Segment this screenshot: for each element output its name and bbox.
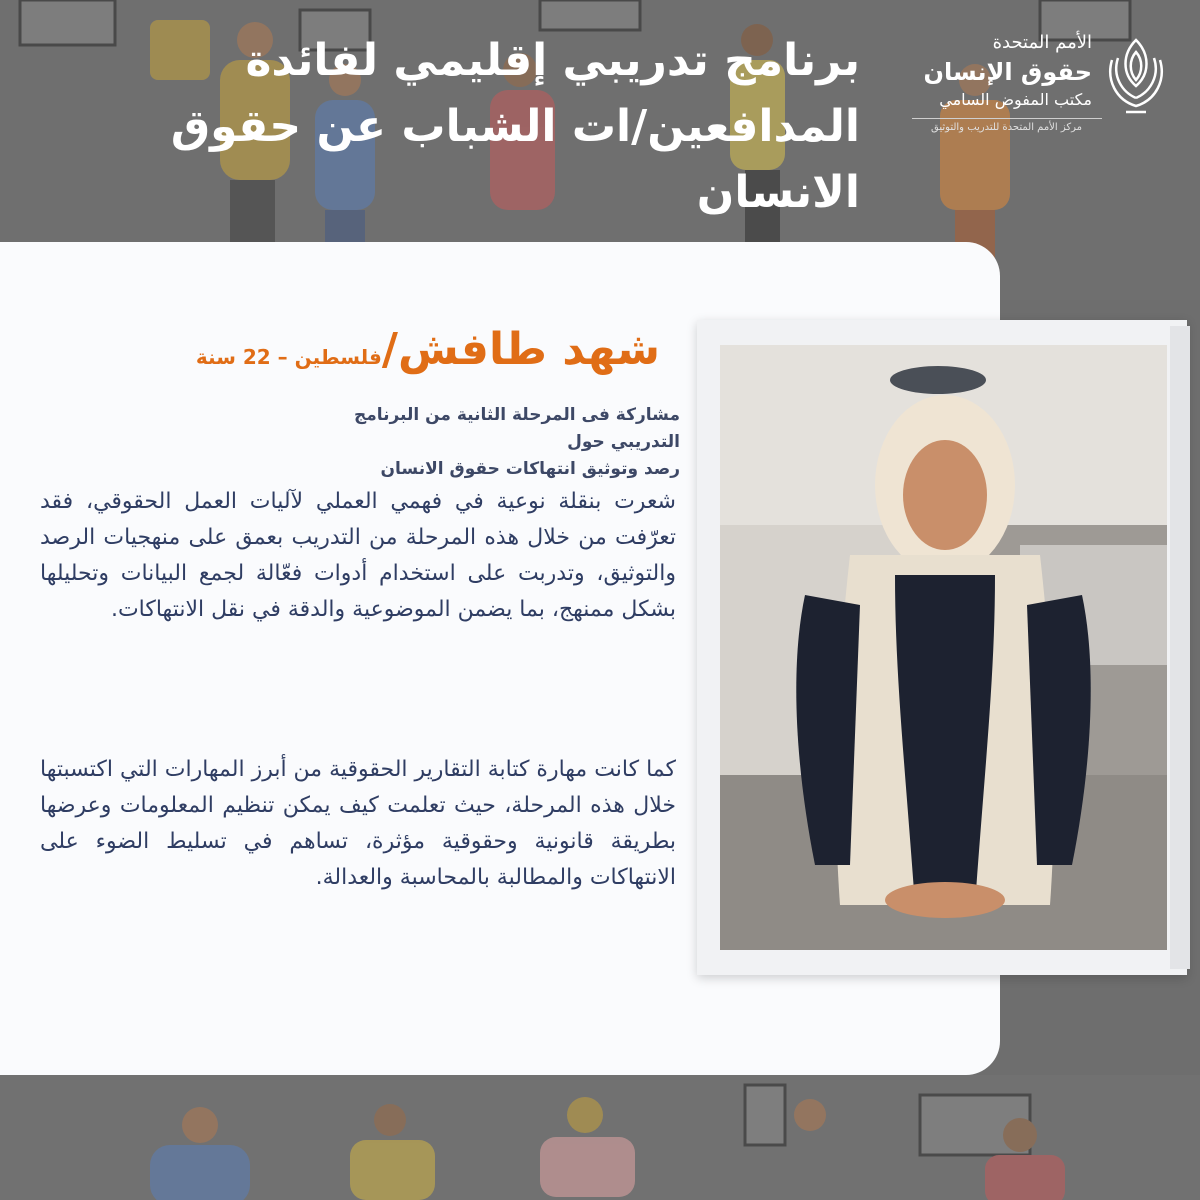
crowd-illustration-bottom <box>0 1075 1200 1200</box>
participant-photo <box>720 345 1167 950</box>
logo-text-centre: مركز الأمم المتحدة للتدريب والتوثيق <box>931 122 1082 133</box>
logo-text-office: مكتب المفوض السامي <box>939 90 1092 109</box>
logo-text-un: الأمم المتحدة <box>992 32 1092 53</box>
participant-name: شهد طافش <box>397 324 660 375</box>
heading-separator: / <box>381 324 398 375</box>
participant-country-age: فلسطين – 22 سنة <box>195 345 382 369</box>
page-title-line2: المدافعين/ات الشباب عن حقوق <box>170 101 860 152</box>
background-illustration-bottom <box>0 1075 1200 1200</box>
logo-text-human-rights: حقوق الإنسان <box>923 58 1092 86</box>
participant-subtitle <box>290 402 680 483</box>
logo-divider <box>912 118 1102 119</box>
un-human-rights-emblem-icon <box>1100 30 1172 126</box>
page-title <box>60 28 860 226</box>
participant-portrait-image <box>720 345 1167 950</box>
un-human-rights-logo <box>902 30 1172 140</box>
participant-heading <box>30 318 660 382</box>
page-title-line3: الانسان <box>696 167 860 218</box>
subtitle-line1: مشاركة فى المرحلة الثانية من البرنامج التدريبي حول <box>353 405 680 452</box>
page-title-line1: برنامج تدريبي إقليمي لفائدة <box>245 35 860 86</box>
testimonial-paragraph-1: شعرت بنقلة نوعية في فهمي العملي لآليات العمل الحقوقي، فقد تعرّفت من خلال هذه المرحلة من التدريب بعمق على منهجيات الرصد والتوثيق، وتدربت على استخدام أدوات فعّالة لجمع البيانات وتحليلها بشكل ممنهج، بما يضمن الموضوعية والدقة في نقل الانتهاكات. <box>40 489 676 622</box>
photo-frame-edge <box>1170 326 1190 969</box>
testimonial-paragraph-2: كما كانت مهارة كتابة التقارير الحقوقية من أبرز المهارات التي اكتسبتها خلال هذه المرحلة، حيث تعلمت كيف يمكن تنظيم المعلومات وعرضها بطريقة قانونية وحقوقية مؤثرة، تساهم في تسليط الضوء على الانتهاكات والمطالبة بالمحاسبة والعدالة. <box>40 757 676 890</box>
subtitle-line2: رصد وتوثيق انتهاكات حقوق الانسان <box>380 459 680 479</box>
